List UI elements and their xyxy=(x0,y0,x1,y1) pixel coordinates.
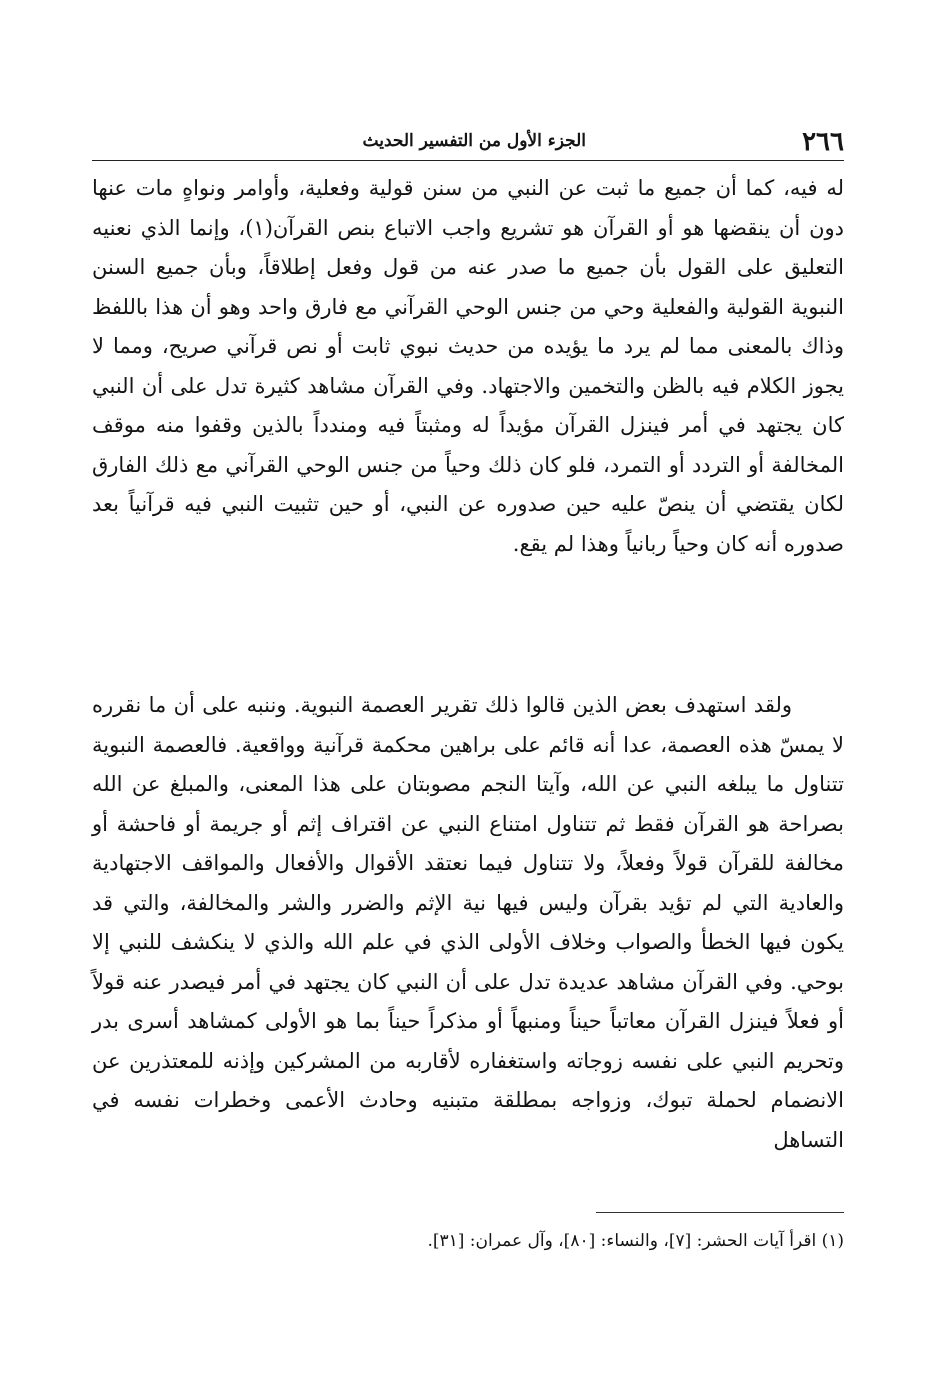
footnote: (١) اقرأ آيات الحشر: [٧]، والنساء: [٨٠]، وآل عمران: [٣١]. xyxy=(427,1231,844,1251)
running-header xyxy=(92,124,844,160)
header-divider xyxy=(92,160,844,161)
body-paragraph-2 xyxy=(92,686,844,1160)
running-title: الجزء الأول من التفسير الحديث xyxy=(362,131,586,151)
paragraph-text: له فيه، كما أن جميع ما ثبت عن النبي من سنن قولية وفعلية، وأوامر ونواهٍ مات عنها دون أن ينقضها هو أو القرآن هو تشريع واجب الاتباع بنص القرآن(١)، وإنما الذي نعنيه التعليق على القول بأن جميع ما صدر عنه من قول وفعل إطلاقاً، وبأن جميع السنن النبوية القولية والفعلية وحي من جنس الوحي القرآني مع فارق واحد وهو أن هذا باللفظ وذاك بالمعنى مما لم يرد ما يؤيده من حديث نبوي ثابت أو نص قرآني صريح، ومما لا يجوز الكلام فيه بالظن والتخمين والاجتهاد. وفي القرآن مشاهد كثيرة تدل على أن النبي كان يجتهد في أمر فينزل القرآن مؤيداً له ومثبتاً فيه ومندداً بالذين وقفوا منه موقف المخالفة أو التردد أو التمرد، فلو كان ذلك وحياً من جنس الوحي القرآني مع ذلك الفارق لكان يقتضي أن ينصّ عليه حين صدوره عن النبي، أو حين تثبيت النبي فيه قرآنياً بعد صدوره أنه كان وحياً ربانياً وهذا لم يقع. xyxy=(92,176,845,556)
paragraph-text: ولقد استهدف بعض الذين قالوا ذلك تقرير العصمة النبوية. وننبه على أن ما نقرره لا يمسّ هذه العصمة، عدا أنه قائم على براهين محكمة قرآنية وواقعية. فالعصمة النبوية تتناول ما يبلغه النبي عن الله، وآيتا النجم مصوبتان على هذا المعنى، والمبلغ عن الله بصراحة هو القرآن فقط ثم تتناول امتناع النبي عن اقتراف إثم أو جريمة أو فاحشة أو مخالفة للقرآن قولاً وفعلاً، ولا تتناول فيما نعتقد الأقوال والأفعال والمواقف الاجتهادية والعادية التي لم تؤيد بقرآن وليس فيها نية الإثم والضرر والشر والمخالفة، والتي قد يكون فيها الخطأ والصواب وخلاف الأولى الذي في علم الله والذي لا ينكشف للنبي إلا بوحي. وفي القرآن مشاهد عديدة تدل على أن النبي كان يجتهد في أمر فيصدر عنه قولاً أو فعلاً فينزل القرآن معاتباً حيناً ومنبهاً أو مذكراً حيناً بما هو الأولى كمشاهد أسرى بدر وتحريم النبي على نفسه زوجاته واستغفاره لأقاربه من المشركين وإذنه للمعتذرين عن الانضمام لحملة تبوك، وزواجه بمطلقة متبنيه وحادث الأعمى وخطرات نفسه في التساهل xyxy=(92,693,844,1152)
page-number: ٢٦٦ xyxy=(802,127,844,157)
body-paragraph-1 xyxy=(92,169,844,564)
footnote-divider xyxy=(596,1212,844,1213)
